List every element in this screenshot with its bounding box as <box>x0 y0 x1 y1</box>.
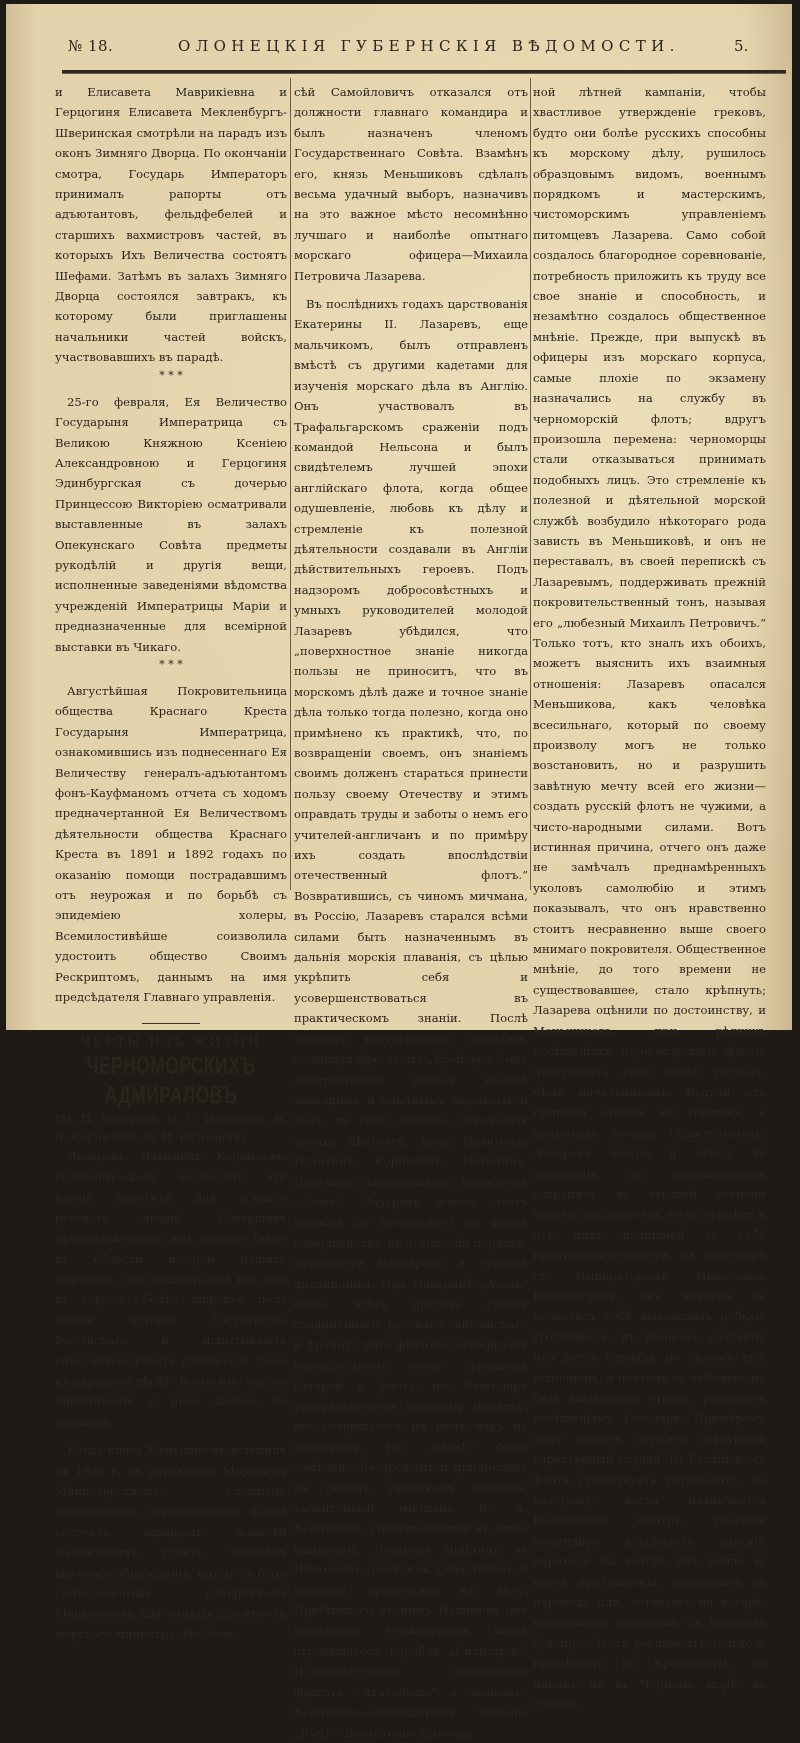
page-header <box>6 37 792 57</box>
paragraph: Лазаревъ, Нахимовъ, Корниловъ, Истоминъ—кому незнакомы эти имена дорогихъ для всякаго русскаго людей. Совершивъ предназначенное имъ славное бытіе въ области исторіи нашихъ моряковъ, они выдвинулись изъ нея въ гораздо болѣе широкое поле общей исторіи Государства Россійскаго и испытываютъ счастливую участь слышаться даже въ народной пѣснѣ. Возможно частое напоминаніе о нихъ далеко не излишне. <box>55 1149 287 1429</box>
paragraph: сѣй Самойловичъ отказался отъ должности главнаго командира и былъ назначенъ членомъ Государственнаго Совѣта. Взамѣнъ его, князь Меньшиковъ сдѣлалъ весьма удачный выборъ, назначивъ на это важное мѣсто несомнѣнно лучшаго и наиболѣе опытнаго морскаго офицера—Михаила Петровича Лазарева. <box>294 85 528 283</box>
paragraph: 25-го февраля, Ея Величество Государыня Императрица съ Великою Княжною Ксеніею Александровною и Герцогиня Эдинбургская съ дочерью Принцессою Викторіею осматривали выставленные въ залахъ Опекунскаго Совѣта предметы рукодѣлій и другія вещи, исполненные заведеніями вѣдомства учрежденій Императрицы Маріи и предназначенные для всемірной выставки въ Чикаго. <box>55 394 287 654</box>
article-kicker: ЧЕРТЫ ИЗЪ ЖИЗНИ <box>80 1035 262 1051</box>
article-subtitle: (М. П. Лазаревъ, П. С. Нахимовъ, В. А. Корниловъ, В. И. Истоминъ). <box>55 1112 287 1145</box>
section-stars <box>55 370 287 382</box>
issue-number: № 18. <box>68 37 114 55</box>
newspaper-page <box>6 4 792 1740</box>
asterism: * * * <box>159 657 183 671</box>
header-rule <box>62 70 786 74</box>
section-stars <box>55 659 287 671</box>
paragraph: Августѣйшая Покровительница общества Краснаго Креста Государыня Императрица, ознакомившись изъ поднесеннаго Ея Величеству генералъ-адъютантомъ фонъ-Кауфманомъ отчета съ ходомъ предначертанной Ея Величествомъ дѣятельности общества Краснаго Креста въ 1891 и 1892 годахъ по оказанію помощи пострадавшимъ отъ неурожая и по борьбѣ съ эпидеміею холеры, Всемилостивѣйше соизволила удостоить общество Своимъ Рескриптомъ, даннымъ на имя предсѣдателя Главнаго управленія. <box>55 683 287 1005</box>
article-title: ЧЕРНОМОРСКИХЪ АДМИРАЛОВЪ <box>86 1052 256 1109</box>
newspaper-title: ОЛОНЕЦКІЯ ГУБЕРНСКІЯ ВѢДОМОСТИ. <box>178 37 680 55</box>
column-right <box>533 82 766 1715</box>
paragraph: Въ послѣднихъ годахъ царствованія Екатерины II. Лазаревъ, еще мальчикомъ, былъ отправленъ вмѣстѣ съ другими кадетами для изученія морскаго дѣла въ Англію. Онъ участвовалъ въ Трафальгарскомъ сраженіи подъ командой Нельсона и былъ свидѣтелемъ лучшей эпохи англійскаго флота, когда общее одушевленіе, любовь къ дѣлу и стремленіе къ полезной дѣятельности создавали въ Англіи дѣйствительныхъ героевъ. Подъ надзоромъ добросовѣстныхъ и умныхъ руководителей молодой Лазаревъ убѣдился, что „поверхностное знаніе никогда пользы не приноситъ, что въ морскомъ дѣлѣ даже и точное знаніе дѣла только тогда полезно, когда оно примѣнено къ практикѣ, что, по возвращеніи своемъ, онъ знаніемъ своимъ долженъ стараться принести пользу своему Отечеству и этимъ оправдать труды и заботы о немъ его учителей-англичанъ и по примѣру ихъ создать впослѣдствіи отечественный флотъ.“ Возвратившись, съ чиномъ мичмана, въ Россію, Лазаревъ старался всѣми силами быть назначеннымъ въ дальнія морскія плаванія, съ цѣлью укрѣпить себя и усовершенствоваться въ практическомъ знаніи. Послѣ третьяго кругосвѣтнаго плаванія, командуя фрегатомъ „Крейсеръ,“ онъ дѣйствительно явился вполнѣ знающимъ и опытнымъ морякомъ и могъ, въ свою очередь, образовать такихъ дѣятелей, какъ Нахимовъ, Путятинъ, Корниловъ, Истоминъ. Получивъ командованіе кораблемъ „Азовъ,“ Лазаревъ довелъ этотъ корабль до небывалаго во флотѣ совершенства, въ отношеніи порядка, отчетности маневровъ и строгой дисциплины. При Наваринѣ „Азовъ“ болѣе всѣхъ другихъ судовъ соединеннаго русскаго, англійскаго и французскаго флотовъ подвергался перекрестному огню турецкихъ батарей и флота; но, благодаря утвердившемуся военному порядку, все совершалось на немъ какъ на маневрахъ. На „Азовѣ“ былъ замѣченъ Лазаревымъ и причисленъ къ своимъ ученикамъ молодой, талантливый мичманъ В. А. Корниловъ. Произведенный въ вице-адмиралы, Лазаревъ пріѣхалъ въ Николаевъ, посѣтилъ Севастополь и немедля приступилъ къ дѣлу. Прибывшаго съ нимъ Нахимова онъ назначилъ командиромъ вновь строившагося корабля „Силистрія,“ Путятина—вновь спущеннаго фрегата „Агатополь,“ а молодаго Корнилова—командиромъ тендера „Лучъ.“ Достаточно было од- <box>294 297 528 1740</box>
column-left <box>55 82 287 1644</box>
asterism: * * * <box>159 368 183 382</box>
paragraph: Когда князь Меньшиковъ вступилъ въ 1836 г. въ управленіе Морскимъ Министерствомъ, главнымъ командиромъ черноморскаго флота состоялъ адмиралъ Алексѣй Самойловичъ Грейгъ, человѣкъ высокаго образованія; онъ могъ быть единственнымъ соперникомъ Меньшикова для занятія должности морскаго министра. Но Алек- <box>55 1443 287 1641</box>
column-middle <box>294 82 528 1743</box>
column-divider <box>530 78 531 890</box>
page-number: 5. <box>734 37 749 55</box>
paragraph: и Елисавета Маврикіевна и Герцогиня Елисавета Мекленбургъ-Шверинская смотрѣли на парадъ изъ оконъ Зимняго Дворца. По окончаніи смотра, Государь Императоръ принималъ рапорты отъ адъютантовъ, фельдфебелей и старшихъ вахмистровъ частей, въ которыхъ Ихъ Величества состоятъ Шефами. Затѣмъ въ залахъ Зимняго Дворца состоялся завтракъ, къ которому были приглашены начальники частей войскъ, участвовавшихъ въ парадѣ. <box>55 85 287 365</box>
article-separator <box>142 1023 200 1024</box>
column-divider <box>290 78 291 890</box>
paragraph: ной лѣтней кампаніи, чтобы хвастливое утвержденіе грековъ, будто они болѣе русскихъ способны къ морскому дѣлу, рушилось образцовымъ видомъ, военнымъ порядкомъ и мастерскимъ, чистоморскимъ управленіемъ питомцевъ Лазарева. Само собой создалось благородное соревнованіе, потребность приложить къ труду все свое знаніе и способность, и незамѣтно создалось общественное мнѣніе. Прежде, при выпускѣ въ офицеры изъ морскаго корпуса, самые плохіе по экзамену назначались на службу въ черноморскій флотъ; вдругъ произошла перемена: черноморцы стали отказываться принимать подобныхъ лицъ. Это стремленіе къ полезной и дѣятельной морской службѣ возбудило нѣкотораго рода зависть въ Меньшиковѣ, и онъ не переставалъ, въ своей перепискѣ съ Лазаревымъ, поддерживать прежній покровительственный тонъ, называя его „любезный Михаилъ Петровичъ.“ Только тотъ, кто зналъ ихъ обоихъ, можетъ выяснить ихъ взаимныя отношенія: Лазаревъ опасался Меньшикова, какъ человѣка всесильнаго, который по своему произволу могъ не только возстановить, но и разрушить завѣтную мечту всей его жизни—создать русскій флотъ не чужими, а чисто-народными силами. Вотъ истинная причина, отчего онъ даже не замѣчалъ преднамѣренныхъ уколовъ самолюбію и этимъ показывалъ, что онъ нравственно стоитъ несравненно выше своего мнимаго покровителя. Общественное мнѣніе, до того времени не существовавшее, стало крѣпнуть; Лазарева оцѣнили по достоинству, и Меньшиковъ, при рѣдкихъ посѣщеніяхъ черноморскаго флота, чувствовалъ себя болѣе гостемъ, чѣмъ начальникомъ. Будучи отъ природы отнюдь не гордымъ, а напротивъ весьма общительнымъ, Лазаревъ всегда и всюду въ обращеніи съ подчиненными сохранялъ въ высшей степени чувство достоинства, но не терпѣлъ и отъ нихъ излишней къ себѣ предупредительности. Въ разговорѣ съ Императоромъ Николаемъ Павловичемъ, онъ никогда не позволялъ себѣ выказывать робкую угодливость, въ полномъ сознаніи, что долгъ службы, по силамъ его, исполненъ, и поэтому съ любовью, но безъ малѣйшаго страха, радовался посѣщеніямъ Государя. Примѣромъ тому можетъ служить слѣдующій характерный случай. Въ балтійскомъ флотѣ существуетъ регламентъ, по которому, когда назначается Высочайшій смотръ, главный командиръ встрѣчаетъ царскій пароходъ на катерѣ внѣ рейда и, послѣ приглашенія, переходитъ на пароходъ или, оставаясь на катерѣ, принимаетъ поданный съ парохода буксиръ. Этотъ регламентъ только и примѣнимъ въ Кронштадтѣ, но никакъ не въ Черномъ морѣ, въ особен- <box>533 85 766 1712</box>
